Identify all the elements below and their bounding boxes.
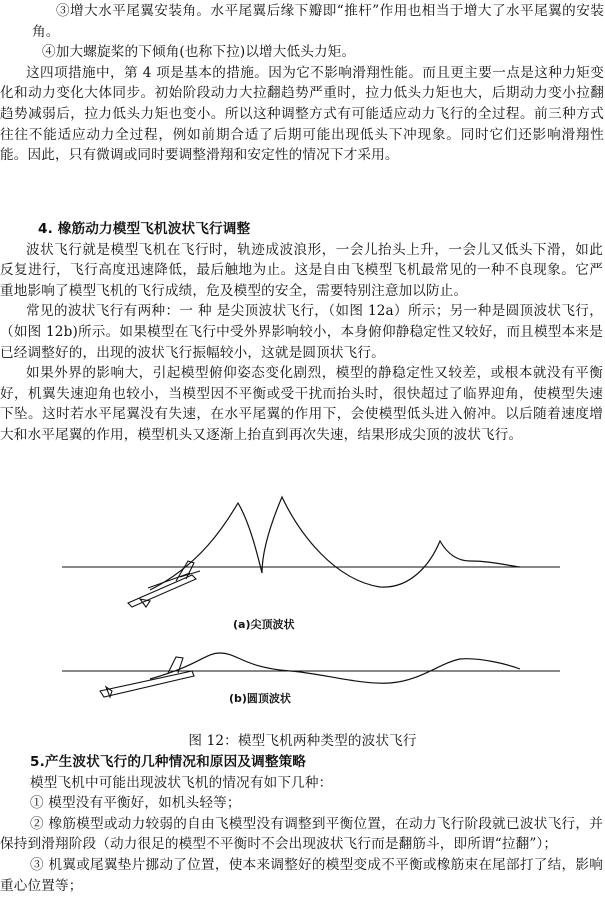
figure-12-drawing xyxy=(0,495,605,729)
sharp-crest-wave-diagram xyxy=(62,497,560,590)
figure-12 xyxy=(0,495,605,729)
top-text-block xyxy=(0,1,604,166)
model-plane-b-icon xyxy=(100,657,194,697)
model-plane-a-icon xyxy=(128,561,200,607)
section-5 xyxy=(0,752,603,896)
section-4-paragraph-1: 波状飞行就是模型飞机在飞行时，轨迹成波浪形，一会儿抬头上升，一会儿又低头下滑，如此反复进行，飞行高度迅速降低，最后触地为止。这是自由飞模型飞机最常见的一种不良现象。它严重地影响了模型飞机的飞行成绩，危及模型的安全，需要特别注意加以防止。 xyxy=(0,241,603,299)
section-4-heading: 4. 橡筋动力模型飞机波状飞行调整 xyxy=(38,221,251,237)
section-5-heading: 5.产生波状飞行的几种情况和原因及调整策略 xyxy=(30,754,307,770)
section-4-paragraph-2: 常见的波状飞行有两种：一 种 是尖顶波状飞行，（如图 12a）所示；另一种是圆顶波状飞行，（如图 12b)所示。如果模型在飞行中受外界影响较小，本身俯仰静稳定性又较好，而且模型本来是已经调整好的，出现的波状飞行振幅较小，这就是圆顶状飞行。 xyxy=(0,303,603,361)
section-5-intro: 模型飞机中可能出现波状飞机的情况有如下几种： xyxy=(30,774,333,791)
paragraph-summary: 这四项措施中，第 4 项是基本的措施。因为它不影响滑翔性能。而且更主要一点是这种力矩变化和动力变化大体同步。初始阶段动力大拉翻趋势严重时，拉力低头力矩也大，后期动力变小拉翻趋势减弱后，拉力低头力矩也变小。所以这种调整方式有可能适应动力飞行的全过程。前三种方式往往不能适应动力全过程，例如前期合适了后期可能出现低头下冲现象。同时它们还影响滑翔性能。因此，只有微调或同时要调整滑翔和安定性的情况下才采用。 xyxy=(0,64,604,164)
round-crest-wave-diagram xyxy=(62,653,560,683)
section-5-item-3: ③ 机翼或尾翼垫片挪动了位置，使本来调整好的模型变成不平衡或橡筋束在尾部打了结，影响重心位置等； xyxy=(0,856,603,894)
section-4-paragraph-3: 如果外界的影响大，引起模型俯仰姿态变化剧烈，模型的静稳定性又较差，或根本就没有平衡好，机翼失速迎角也较小，当模型因不平衡或受干扰而抬头时，很快超过了临界迎角，使模型失速下坠。这时若水平尾翼没有失速，在水平尾翼的作用下，会使模型低头进入俯冲。以后随着速度增大和水平尾翼的作用，模型机头又逐渐上抬直到再次失速，结果形成尖顶的波状飞行。 xyxy=(0,365,603,443)
section-4 xyxy=(0,219,603,446)
paragraph-measure-4: ④加大螺旋桨的下倾角(也称下拉)以增大低头力矩。 xyxy=(42,44,356,61)
section-5-item-1: ① 模型没有平衡好，如机头轻等； xyxy=(30,795,241,812)
caption-a: (a)尖顶波状 xyxy=(233,618,295,631)
section-5-item-2: ② 橡筋模型或动力较弱的自由飞模型没有调整到平衡位置，在动力飞行阶段就已波状飞行，并保持到滑翔阶段（动力很足的模型不平衡时不会出现波状飞行而是翻筋斗，即所谓“拉翻”）； xyxy=(0,815,603,853)
caption-b: (b)圆顶波状 xyxy=(229,692,291,705)
figure-12-title: 图 12：模型飞机两种类型的波状飞行 xyxy=(188,733,417,749)
paragraph-measure-3: ③增大水平尾翼安装角。水平尾翼后缘下瓣即“推杆”作用也相当于增大了水平尾翼的安装角。 xyxy=(32,3,604,40)
